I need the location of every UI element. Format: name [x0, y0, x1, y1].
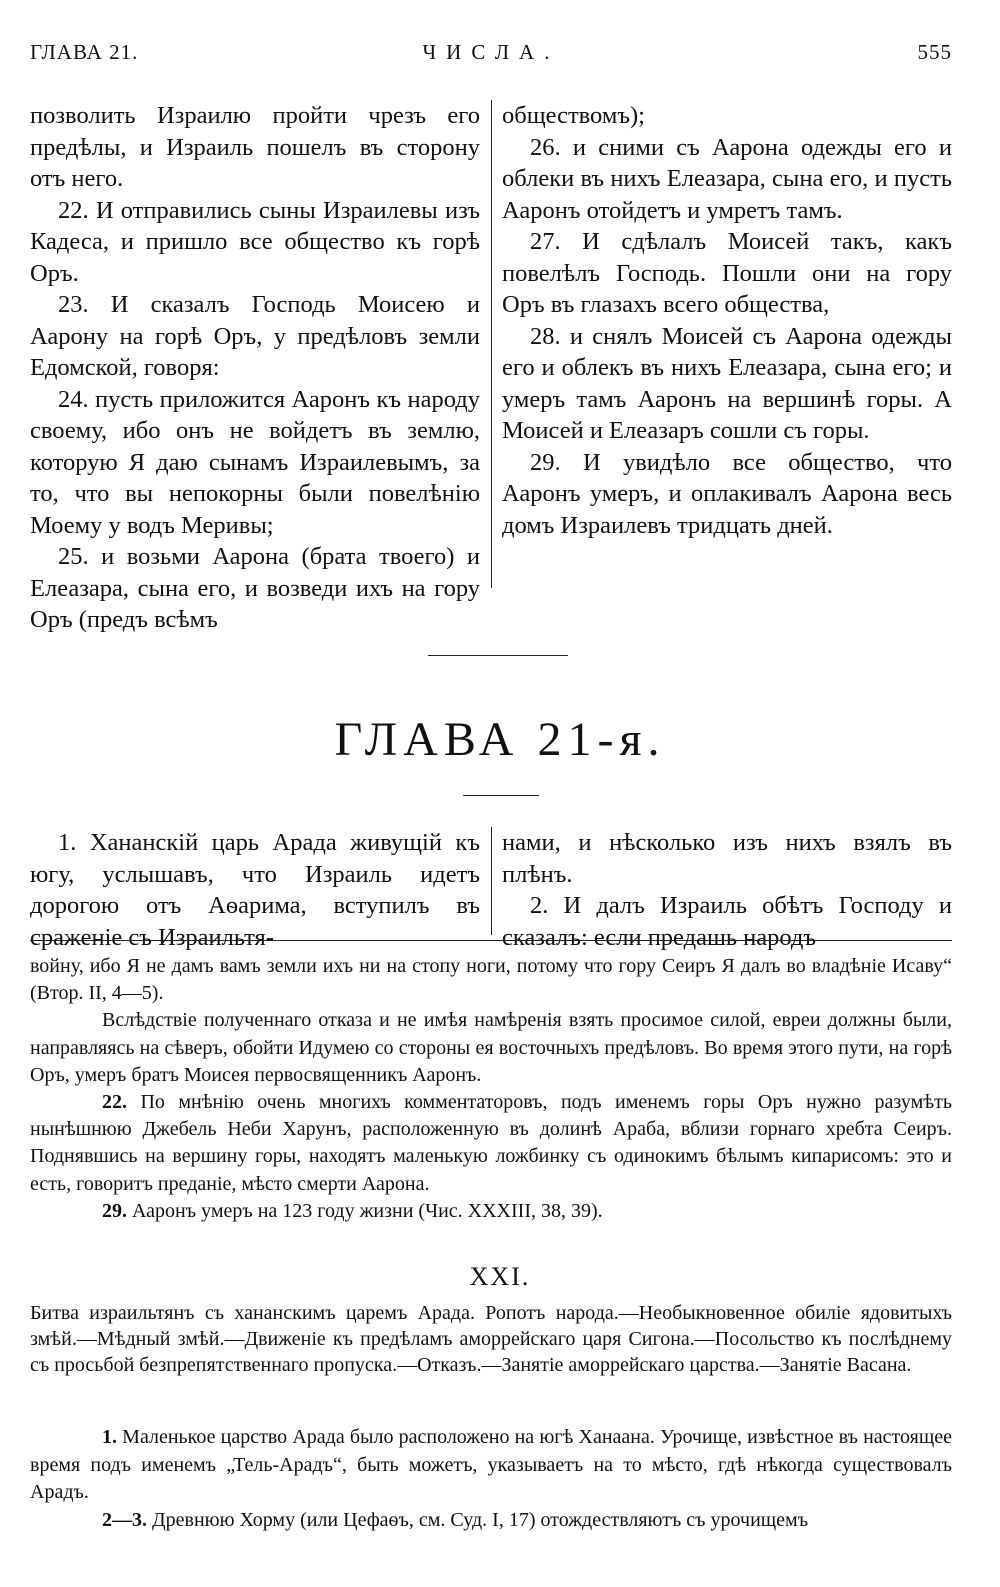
note-paragraph — [30, 1424, 952, 1507]
left-column — [30, 100, 480, 636]
running-head — [30, 40, 952, 72]
commentary-text: Вслѣдствіе полученнаго отказа и не имѣя намѣренія взять просимое силой, евреи должны были, направляясь на сѣверъ, обойти Идумею со стороны ея восточныхъ предѣловъ. Во время этого пути, на горѣ Оръ, умеръ братъ Моисея первосвященникъ Ааронъ. — [30, 1009, 952, 1086]
commentary-paragraph — [30, 1198, 952, 1225]
verse-number: 1. — [102, 1426, 117, 1448]
verse-text: 23. И сказалъ Господь Моисею и Аарону на горѣ Оръ, у предѣловъ земли Едомской, говоря: — [30, 291, 480, 381]
verse-number: 22. — [102, 1091, 127, 1114]
verse-text: 29. И увидѣло все общество, что Ааронъ умеръ, и оплакивалъ Аарона весь домъ Израилевъ тридцать дней. — [502, 448, 952, 539]
commentary-paragraph — [30, 1007, 952, 1089]
verse-text: нами, и нѣсколько изъ нихъ взялъ въ плѣнъ. — [502, 829, 952, 888]
column-divider — [491, 100, 492, 588]
column-divider — [491, 827, 492, 935]
verse-text: 1. Хананскій царь Арада живущій къ югу, услышавъ, что Израиль идетъ дорогою отъ Аѳарима, вступилъ въ сраженіе съ Израильтя- — [30, 829, 480, 951]
note-text: Древнюю Хорму (или Цефаѳъ, см. Суд. I, 17) отождествляютъ съ урочищемъ — [147, 1508, 809, 1531]
chapter-heading: ГЛАВА 21-я. — [334, 713, 666, 766]
commentary-paragraph — [30, 1089, 952, 1198]
note-paragraph — [30, 1507, 952, 1535]
verse-text: 22. И отправились сыны Израилевы изъ Кадеса, и пришло все общество къ горѣ Оръ. — [30, 196, 480, 287]
section-divider — [428, 655, 568, 656]
note-text: Маленькое царство Арада было расположено на югѣ Ханаана. Урочище, извѣстное въ настоящее время подъ именемъ „Тель-Арадъ“, быть можетъ, указываетъ на то мѣсто, гдѣ нѣкогда существовалъ Арадъ. — [30, 1426, 952, 1503]
verse-number: 29. — [102, 1199, 127, 1222]
section-summary — [30, 1300, 952, 1378]
summary-text: Битва израильтянъ съ хананскимъ царемъ Арада. Ропотъ народа.—Необыкновенное обиліе ядовитыхъ змѣй.—Мѣдный змѣй.—Движеніе къ предѣламъ аморрейскаго царя Сигона.—Посольство къ послѣднему съ просьбой безпрепятственнаго пропуска.—Отказъ.—Занятіе аморрейскаго царства.—Занятіе Васана. — [30, 1302, 952, 1376]
commentary-divider — [30, 940, 952, 941]
verse-text: 28. и снялъ Моисей съ Аарона одежды его и облекъ въ нихъ Елеазара, сына его; и умеръ тамъ Ааронъ на вершинѣ горы. А Моисей и Елеазаръ сошли съ горы. — [502, 322, 952, 444]
commentary-paragraph — [30, 953, 952, 1007]
verse-number: 2—3. — [102, 1508, 147, 1531]
section-number: XXI. — [469, 1262, 531, 1291]
commentary — [30, 953, 952, 1225]
scripture-columns-chapter — [30, 827, 952, 951]
notes — [30, 1424, 952, 1534]
verse-text: 25. и возьми Аарона (брата твоего) и Елеазара, сына его, и возведи ихъ на гору Оръ (предъ всѣмъ — [30, 543, 480, 633]
commentary-text: По мнѣнію очень многихъ комментаторовъ, подъ именемъ горы Оръ нужно разумѣть нынѣшнюю Джебель Неби Харунъ, расположенную въ долинѣ Араба, вблизи горнаго хребта Сеиръ. Поднявшись на вершину горы, находятъ маленькую ложбинку съ одинокимъ бѣлымъ кипарисомъ: это и есть, говоритъ преданіе, мѣсто смерти Аарона. — [30, 1091, 952, 1195]
verse-text: 2. И далъ Израиль обѣтъ Господу и сказалъ: если предашь народъ — [502, 892, 952, 951]
right-column — [502, 827, 952, 953]
verse-text: 27. И сдѣлалъ Моисей такъ, какъ повелѣлъ Господь. Пошли они на гору Оръ въ глазахъ всего общества, — [502, 228, 952, 318]
book-title: ЧИСЛА. — [422, 40, 560, 64]
left-column — [30, 827, 480, 953]
scripture-columns-top — [30, 100, 952, 633]
page-number: 555 — [917, 40, 952, 64]
heading-divider — [463, 795, 539, 796]
chapter-label: ГЛАВА 21. — [30, 40, 139, 64]
right-column — [502, 100, 952, 541]
commentary-text: войну, ибо Я не дамъ вамъ земли ихъ ни на стопу ноги, потому что гору Сеиръ Я далъ во владѣніе Исаву“ (Втор. II, 4—5). — [30, 955, 952, 1005]
verse-text: обществомъ); — [502, 102, 645, 129]
commentary-text: Ааронъ умеръ на 123 году жизни (Чис. XXXIII, 38, 39). — [127, 1199, 603, 1222]
verse-text: 26. и сними съ Аарона одежды его и облеки въ нихъ Елеазара, сына его, и пусть Ааронъ отойдетъ и умретъ тамъ. — [502, 133, 952, 224]
verse-text: 24. пусть приложится Ааронъ къ народу своему, ибо онъ не войдетъ въ землю, которую Я даю сынамъ Израилевымъ, за то, что вы непокорны были повелѣнію Моему у водъ Меривы; — [30, 385, 480, 539]
verse-text: позволить Израилю пройти чрезъ его предѣлы, и Израиль пошелъ въ сторону отъ него. — [30, 102, 480, 192]
